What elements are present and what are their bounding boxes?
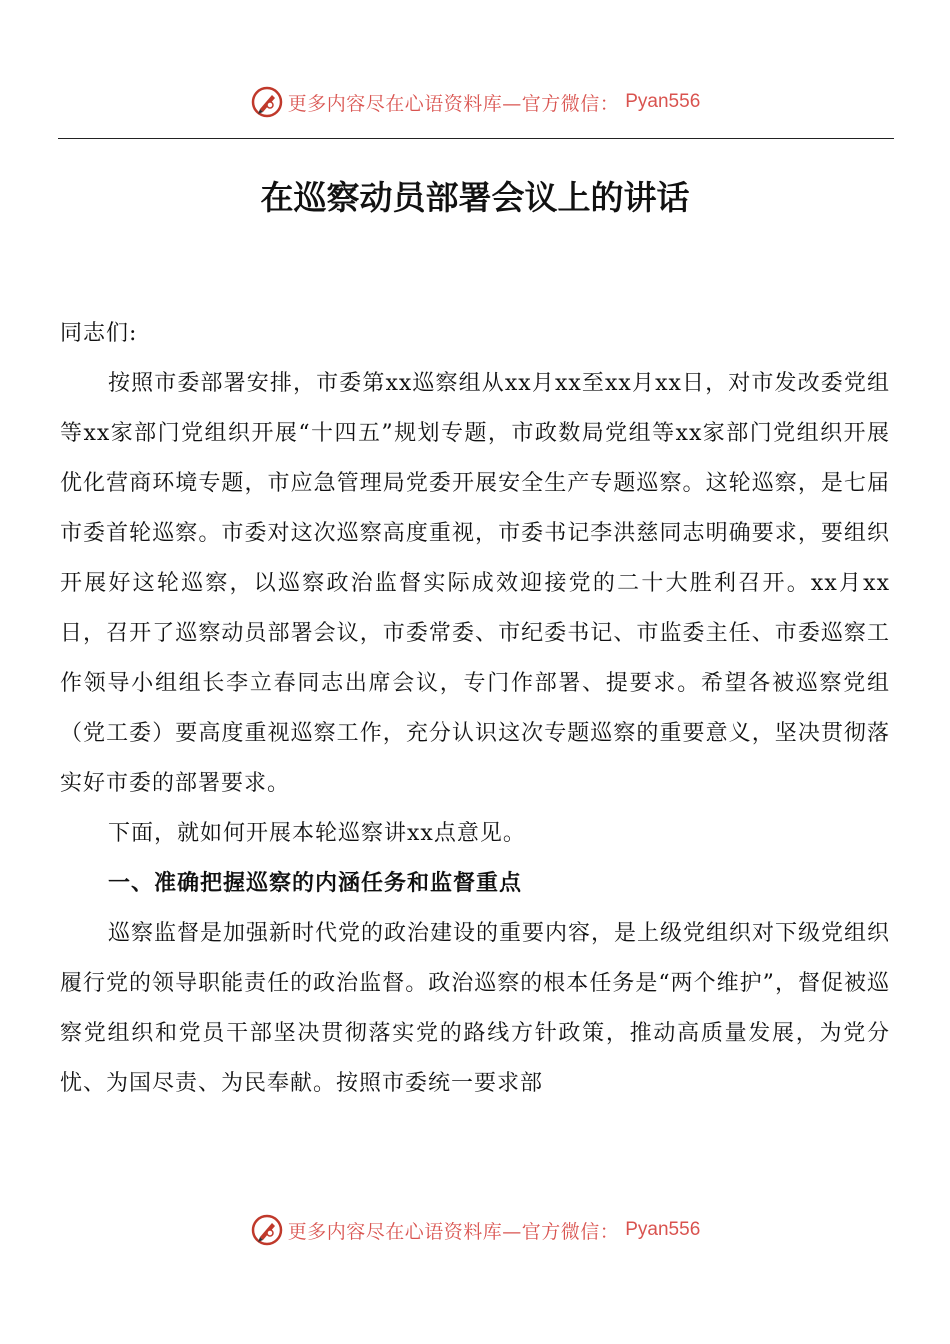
section-paragraph: 巡察监督是加强新时代党的政治建设的重要内容，是上级党组织对下级党组织履行党的领导职能责任的政治监督。政治巡察的根本任务是“两个维护”，督促被巡察党组织和党员干部坚决贯彻落实党的路线方针政策，推动高质量发展，为党分忧、为国尽责、为民奉献。按照市委统一要求部 (60, 921, 891, 1096)
pen-logo-icon (250, 85, 284, 119)
salutation: 同志们: (60, 321, 138, 346)
header-divider (58, 138, 894, 139)
document-title: 在巡察动员部署会议上的讲话 (260, 178, 690, 217)
watermark-id: Pyan556 (625, 91, 701, 112)
paragraph-1: 按照市委部署安排，市委第xx巡察组从xx月xx至xx月xx日，对市发改委党组等xx家部门党组织开展“十四五”规划专题，市政数局党组等xx家部门党组织开展优化营商环境专题，市应急管理局党委开展安全生产专题巡察。这轮巡察，是七届市委首轮巡察。市委对这次巡察高度重视，市委书记李洪慈同志明确要求，要组织开展好这轮巡察，以巡察政治监督实际成效迎接党的二十大胜利召开。xx月xx日，召开了巡察动员部署会议，市委常委、市纪委书记、市监委主任、市委巡察工作领导小组组长李立春同志出席会议，专门作部署、提要求。希望各被巡察党组（党工委）要高度重视巡察工作，充分认识这次专题巡察的重要意义，坚决贯彻落实好市委的部署要求。 (60, 371, 890, 796)
footer-watermark (0, 1210, 950, 1250)
watermark-id: Pyan556 (625, 1219, 701, 1240)
section-heading: 一、准确把握巡察的内涵任务和监督重点 (108, 871, 523, 896)
watermark-text: 更多内容尽在心语资料库—官方微信： (287, 1220, 620, 1243)
header-watermark (0, 82, 950, 122)
pen-logo-icon (250, 1213, 284, 1247)
document-body (60, 309, 890, 1109)
watermark-text: 更多内容尽在心语资料库—官方微信： (287, 92, 620, 115)
paragraph-2: 下面，就如何开展本轮巡察讲xx点意见。 (108, 821, 526, 846)
